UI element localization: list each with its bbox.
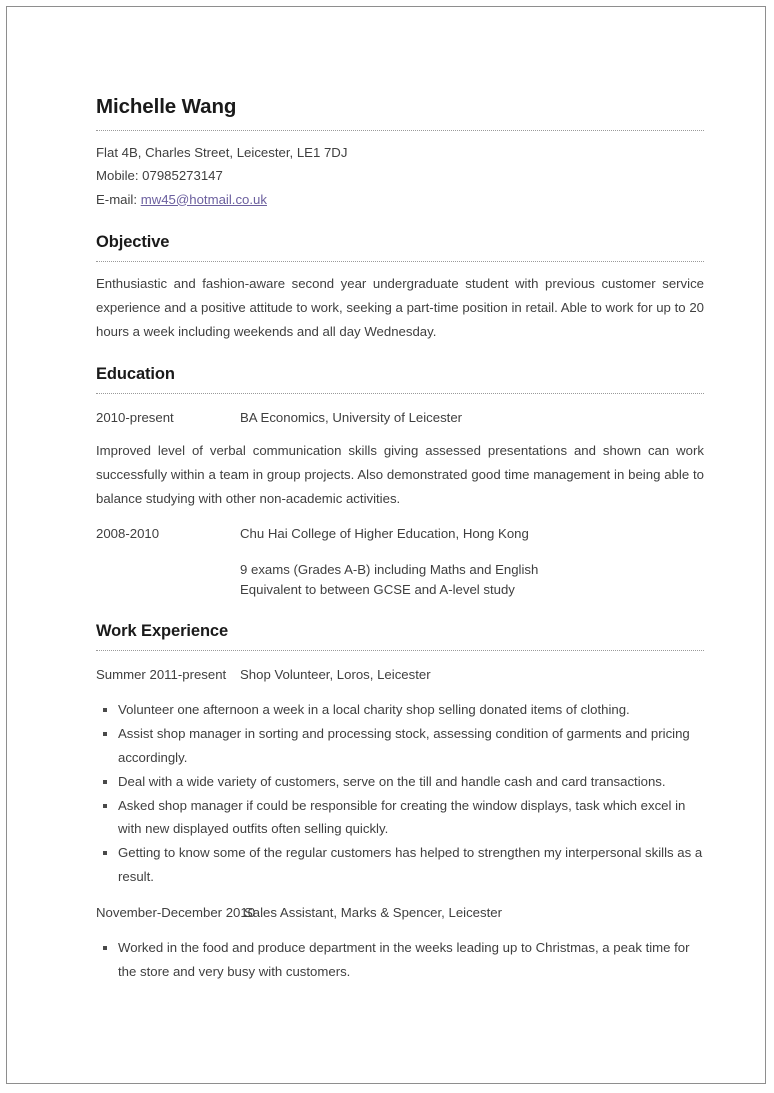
list-item <box>96 698 704 722</box>
list-item-text: Assist shop manager in sorting and processing stock, assessing condition of garments and pricing accordingly. <box>118 726 690 765</box>
education-entry-date: 2010-present <box>96 410 174 426</box>
work-entry-bullets <box>96 936 704 984</box>
list-item-text: Volunteer one afternoon a week in a local charity shop selling donated items of clothing. <box>118 702 630 718</box>
list-item-text: Deal with a wide variety of customers, serve on the till and handle cash and card transactions. <box>118 773 666 789</box>
contact-address: Flat 4B, Charles Street, Leicester, LE1 7DJ <box>96 144 348 160</box>
bullet-square-icon <box>103 804 107 808</box>
work-entry-bullets <box>96 698 704 888</box>
education-subline: 9 exams (Grades A-B) including Maths and English <box>240 561 539 577</box>
education-entry-paragraph: Improved level of verbal communication skills giving assessed presentations and shown can work successfully within a team in group projects. Also demonstrated good time management in being able to balance studying with other non-academic activities. <box>96 442 704 506</box>
list-item <box>96 936 704 984</box>
divider-rule-work-experience <box>96 649 704 651</box>
list-item-text: Getting to know some of the regular customers has helped to strengthen my interpersonal skills as a result. <box>118 845 703 884</box>
list-item <box>96 770 704 794</box>
bullet-square-icon <box>103 851 107 855</box>
contact-email-label: E-mail: <box>96 191 141 207</box>
list-item <box>96 841 704 889</box>
email-link[interactable]: mw45@hotmail.co.uk <box>140 191 267 207</box>
section-heading-objective: Objective <box>96 233 170 252</box>
list-item-text: Worked in the food and produce department in the weeks leading up to Christmas, a peak time for the store and very busy with customers. <box>118 940 690 980</box>
education-entry <box>96 406 704 430</box>
bullet-square-icon <box>103 708 107 712</box>
education-entry-detail: BA Economics, University of Leicester <box>240 410 463 426</box>
work-entry-date: Summer 2011-present <box>96 666 227 682</box>
resume-content <box>96 95 704 984</box>
bullet-square-icon <box>103 780 107 784</box>
divider-rule-name <box>96 129 704 131</box>
list-item <box>96 794 704 842</box>
section-heading-education: Education <box>96 365 175 384</box>
bullet-square-icon <box>103 732 107 736</box>
education-entry-date: 2008-2010 <box>96 526 160 542</box>
list-item <box>96 722 704 770</box>
list-item-text: Asked shop manager if could be responsible for creating the window displays, task which excel in with new displayed outfits often selling quickly. <box>118 797 686 837</box>
work-entry-detail: Sales Assistant, Marks & Spencer, Leicester <box>244 904 503 920</box>
objective-text: Enthusiastic and fashion-aware second year undergraduate student with previous customer service experience and a positive attitude to work, seeking a part-time position in retail. Able to work for up to 20 hours a week including weekends and all day Wednesday. <box>96 276 704 339</box>
divider-rule-objective <box>96 260 704 262</box>
page-title: Michelle Wang <box>96 95 237 118</box>
work-entry-detail: Shop Volunteer, Loros, Leicester <box>240 666 431 682</box>
education-entry <box>96 522 704 546</box>
education-subline: Equivalent to between GCSE and A-level study <box>240 581 515 597</box>
divider-rule-education <box>96 392 704 394</box>
work-entry <box>96 663 704 687</box>
section-heading-work-experience: Work Experience <box>96 621 229 640</box>
work-entry-date: November-December 2010 <box>96 904 256 920</box>
document-page <box>6 6 766 1084</box>
education-entry-detail: Chu Hai College of Higher Education, Hong Kong <box>240 526 529 542</box>
work-entry <box>96 901 704 925</box>
education-entry-sublines <box>240 560 704 600</box>
bullet-square-icon <box>103 946 107 950</box>
contact-email-line <box>96 188 704 212</box>
contact-mobile: Mobile: 07985273147 <box>96 168 223 184</box>
